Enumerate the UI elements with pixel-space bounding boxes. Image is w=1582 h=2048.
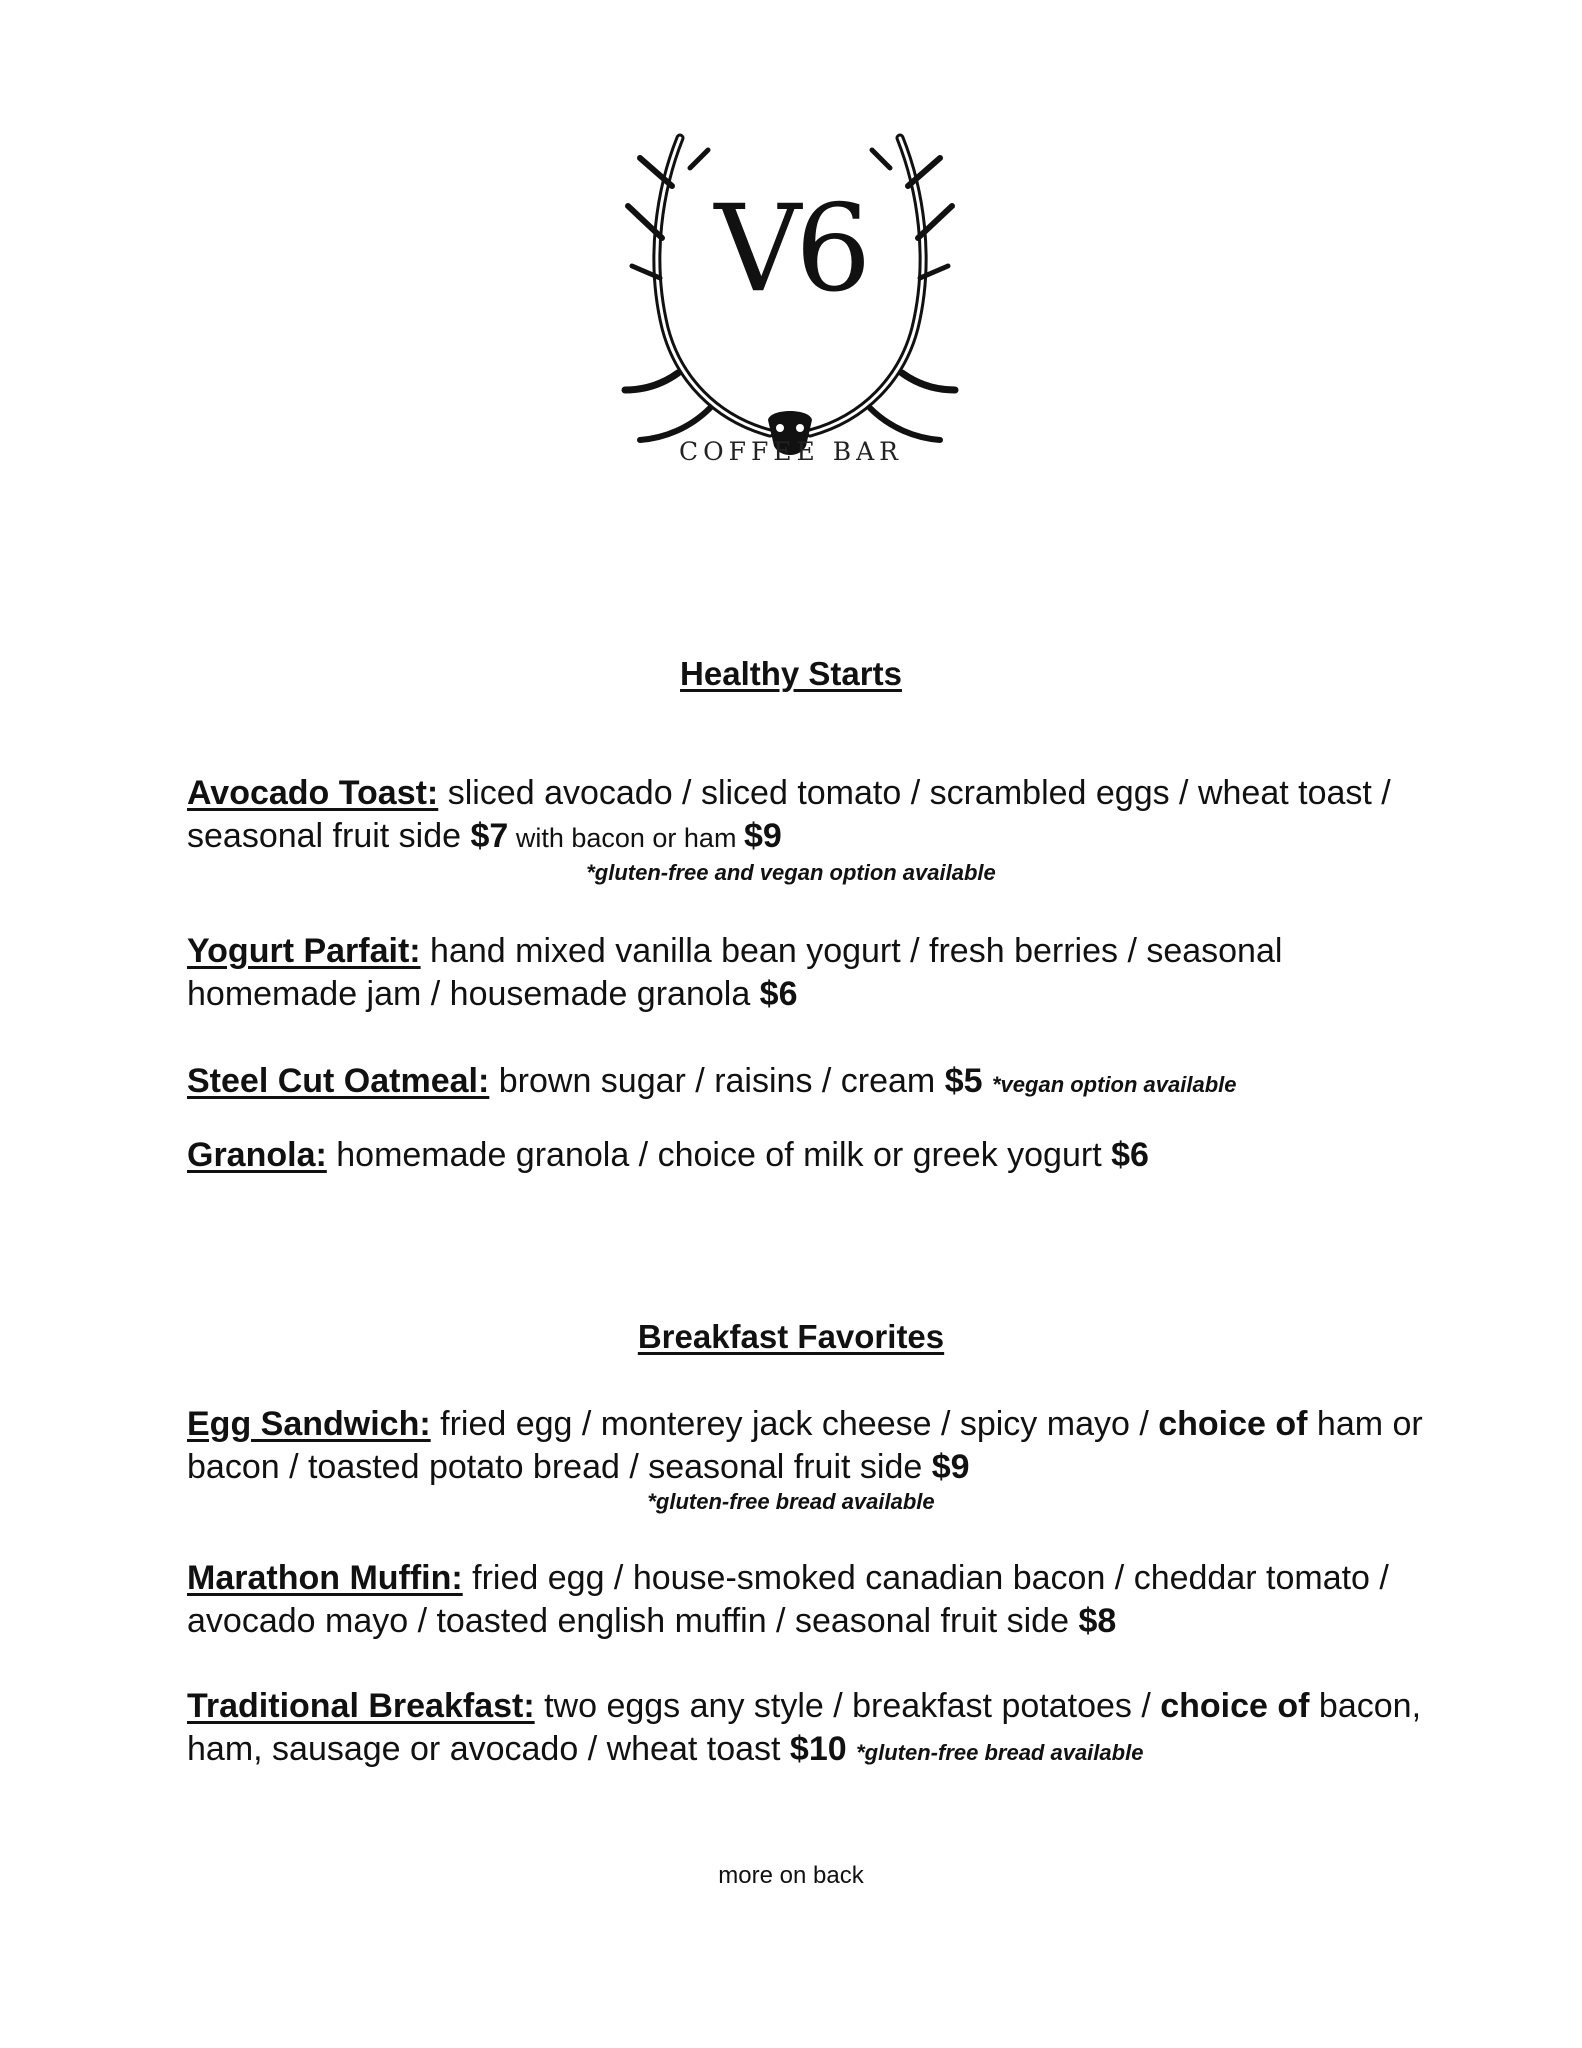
item-price: $10 <box>789 1730 847 1768</box>
item-description: brown sugar / raisins / cream <box>489 1062 945 1100</box>
item-price: $7 <box>470 817 509 855</box>
item-price: $9 <box>931 1448 970 1486</box>
item-description-2: bacon, ham, sausage or avocado / wheat toast <box>187 1687 1422 1768</box>
item-name: Traditional Breakfast: <box>187 1687 535 1725</box>
item-emphasis: choice of <box>1158 1405 1308 1443</box>
section-title-breakfast-favorites: Breakfast Favorites <box>637 1318 945 1355</box>
item-addon: with bacon or ham <box>508 823 744 853</box>
item-note: *gluten-free and vegan option available <box>586 860 996 885</box>
menu-item-yogurt-parfait <box>187 930 1427 1016</box>
item-description: homemade granola / choice of milk or greek yogurt <box>326 1136 1112 1174</box>
item-note: *gluten-free bread available <box>856 1740 1144 1765</box>
item-description: fried egg / monterey jack cheese / spicy mayo / <box>430 1405 1159 1443</box>
item-note: *vegan option available <box>991 1072 1237 1097</box>
item-name: Steel Cut Oatmeal: <box>187 1062 490 1100</box>
item-name: Avocado Toast: <box>187 774 439 812</box>
item-name: Marathon Muffin: <box>187 1559 463 1597</box>
menu-item-granola <box>187 1134 1427 1177</box>
menu-item-traditional-breakfast <box>187 1685 1427 1774</box>
item-note: *gluten-free bread available <box>647 1489 935 1514</box>
logo-subtitle: COFFEE BAR <box>678 437 903 466</box>
menu-item-steel-cut-oatmeal <box>187 1060 1427 1106</box>
section-title-healthy-starts: Healthy Starts <box>680 655 902 692</box>
logo-mark: V6 <box>714 180 866 319</box>
item-price: $5 <box>944 1062 983 1100</box>
item-description-2: ham or bacon / toasted potato bread / seasonal fruit side <box>187 1405 1423 1486</box>
item-name: Yogurt Parfait: <box>187 932 421 970</box>
item-description: two eggs any style / breakfast potatoes / <box>534 1687 1161 1725</box>
item-price: $8 <box>1078 1602 1117 1640</box>
item-name: Granola: <box>187 1136 327 1174</box>
footer-more-on-back: more on back <box>718 1862 864 1889</box>
item-description: hand mixed vanilla bean yogurt / fresh berries / seasonal homemade jam / housemade granola <box>187 932 1283 1013</box>
item-price: $6 <box>759 975 798 1013</box>
item-addon-price: $9 <box>743 817 782 855</box>
item-description: fried egg / house-smoked canadian bacon / cheddar tomato / avocado mayo / toasted english muffin / seasonal fruit side <box>187 1559 1389 1640</box>
menu-item-marathon-muffin <box>187 1557 1427 1643</box>
item-price: $6 <box>1111 1136 1149 1174</box>
item-description: sliced avocado / sliced tomato / scrambled eggs / wheat toast / seasonal fruit side <box>187 774 1391 855</box>
menu-item-egg-sandwich <box>187 1403 1427 1489</box>
item-emphasis: choice of <box>1160 1687 1310 1725</box>
menu-item-avocado-toast <box>187 772 1427 860</box>
item-name: Egg Sandwich: <box>187 1405 431 1443</box>
